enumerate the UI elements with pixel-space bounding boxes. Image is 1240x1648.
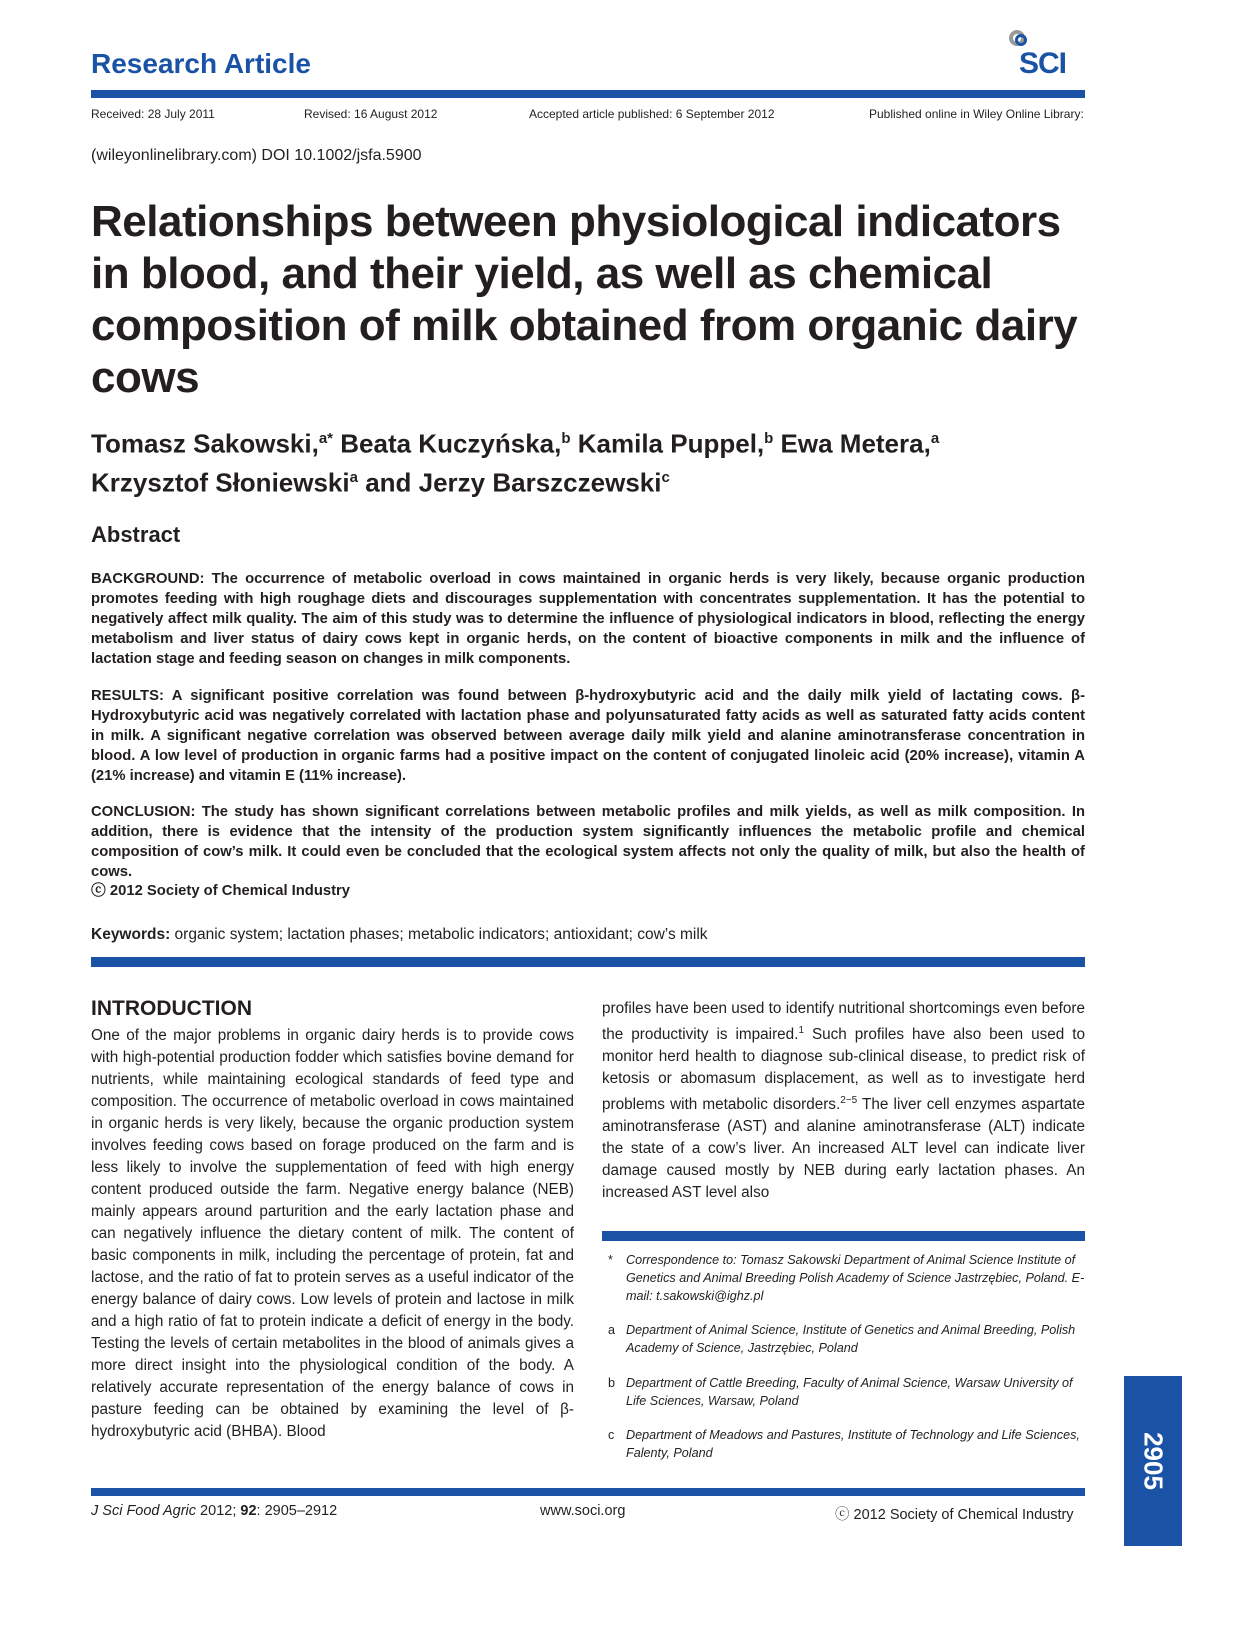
journal-name: J Sci Food Agric xyxy=(91,1503,197,1519)
logo-text: SCI xyxy=(1019,47,1067,80)
journal-volume: 92 xyxy=(240,1503,257,1519)
author-affiliation: a xyxy=(930,430,940,447)
footnote-mark: b xyxy=(608,1376,616,1390)
author-name: Ewa Metera, xyxy=(773,428,931,459)
footnote-text: Department of Animal Science, Institute of Genetics and Animal Breeding, Polish Academy of Science, Jastrzębiec, Poland xyxy=(626,1323,1076,1355)
citation-ref: 2−5 xyxy=(840,1095,858,1107)
author-affiliation: c xyxy=(661,468,670,486)
journal-pages: : 2905–2912 xyxy=(256,1503,338,1519)
footnote-affiliation-c xyxy=(608,1426,1085,1462)
author-affiliation: b xyxy=(764,430,774,447)
article-title: Relationships between physiological indicators in blood, and their yield, as well as chemical composition of milk obtained from organic dairy cows xyxy=(91,197,1078,402)
header-rule xyxy=(91,90,1085,98)
author-name: Tomasz Sakowski, xyxy=(91,428,319,459)
author-list xyxy=(91,422,1091,499)
keywords-label: Keywords: xyxy=(91,926,171,943)
footnote-mark: c xyxy=(608,1428,615,1442)
footer-citation xyxy=(91,1503,337,1519)
author-name: and Jerzy Barszczewski xyxy=(357,467,662,498)
author-name: Krzysztof Słoniewski xyxy=(91,467,350,498)
section-label: Research Article xyxy=(91,48,311,79)
intro-text: Such profiles have also been used to monitor herd health to diagnose sub-clinical disease, to predict risk of ketosis or abomasum displacement, as well as to investigate herd problems with metabolic disorders. xyxy=(602,1026,1085,1114)
author-affiliation: a xyxy=(349,468,358,486)
logo-ring-accent-icon xyxy=(1015,34,1027,46)
introduction-heading: INTRODUCTION xyxy=(91,997,252,1020)
keywords xyxy=(91,926,708,944)
footnote-rule xyxy=(602,1231,1085,1241)
footnote-mark: a xyxy=(608,1323,616,1337)
footnote-text: Department of Meadows and Pastures, Institute of Technology and Life Sciences, Falenty, Poland xyxy=(626,1428,1080,1460)
accepted-date: Accepted article published: 6 September 2012 xyxy=(529,107,775,121)
introduction-left-column: One of the major problems in organic dairy herds is to provide cows with high-potential production fodder which satisfies bovine demand for nutrients, while maintaining ecological standards of feed type and composition. The occurrence of metabolic overload in cows maintained in organic herds is very likely, because the organic production system involves feeding cows based on forage produced on the farm and is less likely to involve the supplementation of feed with high energy content produced outside the farm. Negative energy balance (NEB) mainly appears around parturition and the early lactation phase and can negatively influence the dietary content of milk. The content of basic components in milk, including the percentage of protein, fat and lactose, and the ratio of fat to protein serves as a useful indicator of the energy balance of dairy cows. Low levels of protein and lactose in milk and a high ratio of fat to protein indicate a deficit of energy in the body. Testing the levels of certain metabolites in the blood of animals gives a more direct insight into the physiological condition of the body. A relatively accurate representation of the energy balance of cows in pasture feeding can be obtained by examining the level of β-hydroxybutyric acid (BHBA). Blood xyxy=(91,1027,574,1440)
footnote-affiliation-b xyxy=(608,1374,1085,1410)
footnote-mark: * xyxy=(608,1253,613,1267)
footnote-correspondence xyxy=(608,1251,1085,1305)
author-affiliation: a* xyxy=(318,430,334,447)
journal-year: 2012; xyxy=(196,1503,241,1519)
page-number-tab xyxy=(1124,1376,1182,1546)
footer-url: www.soci.org xyxy=(540,1503,626,1519)
received-date: Received: 28 July 2011 xyxy=(91,107,215,121)
author-affiliation: b xyxy=(561,430,571,447)
citation-ref: 1 xyxy=(798,1025,804,1036)
abstract-heading: Abstract xyxy=(91,522,181,547)
author-name: Beata Kuczyńska, xyxy=(333,428,562,459)
abstract-copyright: ⓒ 2012 Society of Chemical Industry xyxy=(91,883,351,899)
author-name: Kamila Puppel, xyxy=(570,428,765,459)
intro-text: profiles have been used to identify nutritional shortcomings even before the productivity is impaired. xyxy=(602,1000,1085,1044)
footer-copyright: ⓒ 2012 Society of Chemical Industry xyxy=(835,1507,1074,1523)
footnote-text: Department of Cattle Breeding, Faculty of Animal Science, Warsaw University of Life Sciences, Warsaw, Poland xyxy=(626,1376,1073,1408)
published-online: Published online in Wiley Online Library: xyxy=(869,107,1084,121)
sci-logo xyxy=(1005,30,1091,82)
footnote-affiliation-a xyxy=(608,1321,1085,1357)
keywords-list: organic system; lactation phases; metabolic indicators; antioxidant; cow’s milk xyxy=(170,926,708,943)
page-number: 2905 xyxy=(1138,1432,1169,1490)
introduction-right-column xyxy=(602,998,1085,1204)
abstract-results: RESULTS: A significant positive correlation was found between β-hydroxybutyric acid and the daily milk yield of lactating cows. β-Hydroxybutyric acid was negatively correlated with lactation phase and polyunsaturated fatty acids as well as saturated fatty acids content in milk. A significant negative correlation was observed between average daily milk yield and alanine aminotransferase concentration in blood. A low level of production in organic farms had a positive impact on the content of conjugated linoleic acid (20% increase), vitamin A (21% increase) and vitamin E (11% increase). xyxy=(91,688,1085,784)
footnote-text: Correspondence to: Tomasz Sakowski Department of Animal Science Institute of Genetics and Animal Breeding Polish Academy of Science Jastrzębiec, Poland. E-mail: t.sakowski@ighz.pl xyxy=(626,1253,1085,1303)
doi: (wileyonlinelibrary.com) DOI 10.1002/jsfa.5900 xyxy=(91,147,422,164)
footer-rule xyxy=(91,1488,1085,1496)
intro-text: The liver cell enzymes aspartate aminotransferase (AST) and alanine aminotransferase (ALT) indicate the state of a cow’s liver. An increased ALT level can indicate liver damage caused mostly by NEB during early lactation phases. An increased AST level also xyxy=(602,1096,1085,1202)
revised-date: Revised: 16 August 2012 xyxy=(304,107,438,121)
abstract-rule xyxy=(91,957,1085,967)
abstract-background: BACKGROUND: The occurrence of metabolic overload in cows maintained in organic herds is very likely, because organic production promotes feeding with high roughage diets and discourages supplementation with concentrates supplementation. It has the potential to negatively affect milk quality. The aim of this study was to determine the influence of physiological indicators in blood, reflecting the energy metabolism and liver status of dairy cows kept in organic herds, on the content of bioactive components in milk and the influence of lactation stage and feeding season on changes in milk components. xyxy=(91,571,1085,667)
abstract-conclusion: CONCLUSION: The study has shown significant correlations between metabolic profiles and milk yields, as well as milk composition. In addition, there is evidence that the intensity of the production system significantly influences the metabolic profile and chemical composition of cow’s milk. It could even be concluded that the ecological system affects not only the quality of milk, but also the health of cows. xyxy=(91,804,1085,880)
